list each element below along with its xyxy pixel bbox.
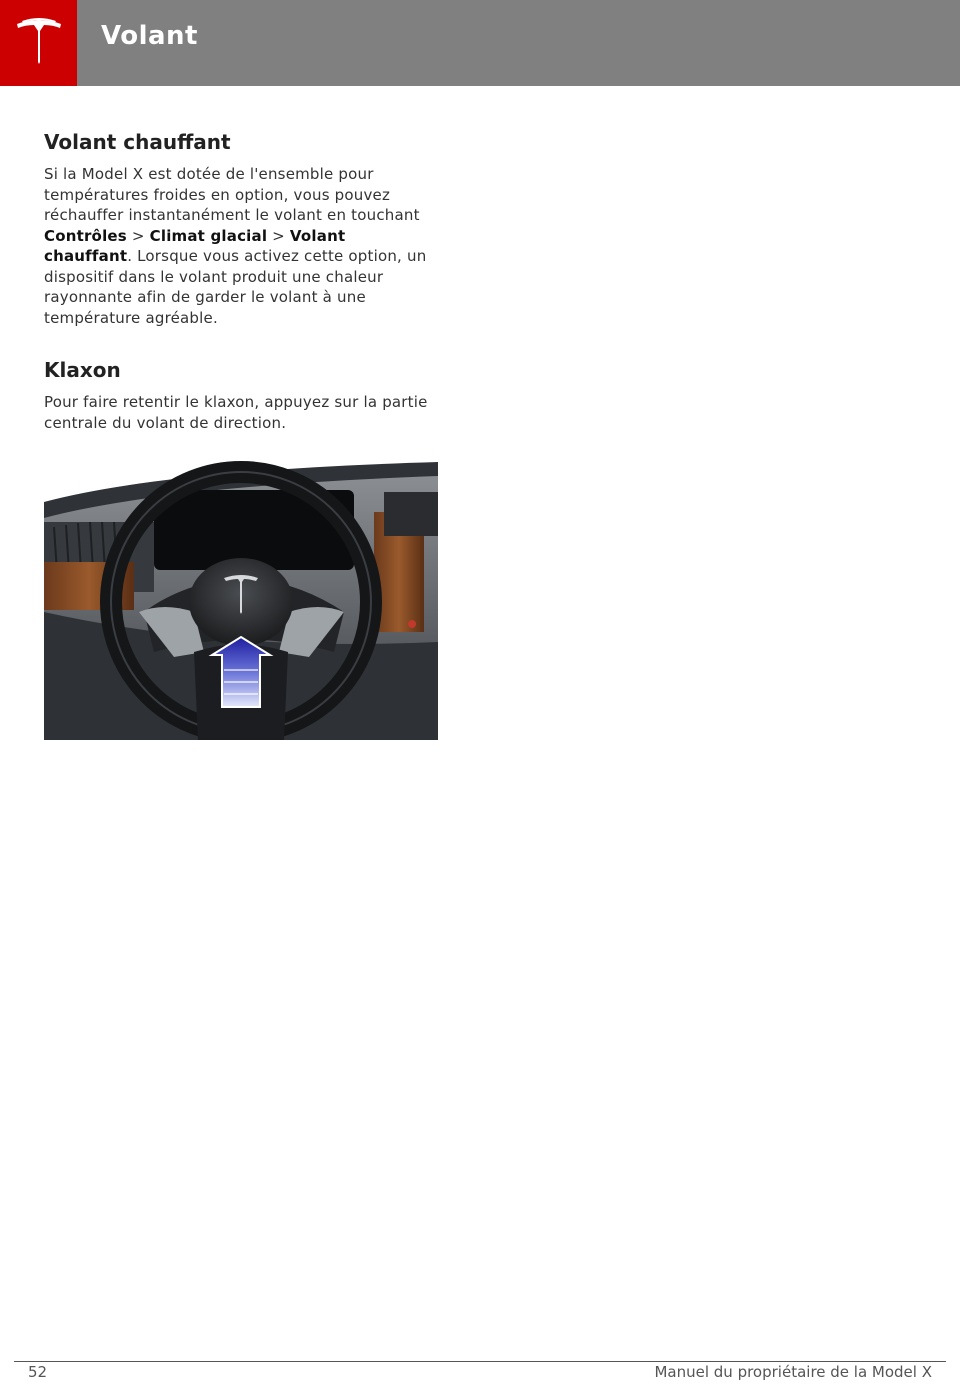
tesla-logo-icon <box>13 16 65 68</box>
steering-wheel-figure <box>44 452 438 740</box>
path-cold-weather: Climat glacial <box>149 226 268 245</box>
section-heading-heated-wheel: Volant chauffant <box>44 130 231 154</box>
path-heated-wheel: Volant chauffant <box>44 226 346 265</box>
path-separator: > <box>126 226 150 245</box>
page-header <box>0 0 960 86</box>
steering-wheel-horn-illustration <box>44 452 438 740</box>
horn-paragraph: Pour faire retentir le klaxon, appuyez sur la partie centrale du volant de direction. <box>44 393 428 432</box>
manual-title: Manuel du propriétaire de la Model X <box>654 1363 932 1381</box>
section-heading-horn: Klaxon <box>44 358 121 382</box>
chapter-title: Volant <box>101 21 198 51</box>
heated-wheel-paragraph <box>44 164 434 328</box>
brand-logo-box <box>0 0 77 86</box>
heated-wheel-outro: . Lorsque vous activez cette option, un dispositif dans le volant produit une chaleur rayonnante afin de garder le volant à une température agréable. <box>44 247 427 327</box>
page-number: 52 <box>28 1363 48 1381</box>
path-separator: > <box>267 226 290 245</box>
heated-wheel-intro: Si la Model X est dotée de l'ensemble pour températures froides en option, vous pouvez réchauffer instantanément le volant en touchant <box>44 165 420 224</box>
path-controls: Contrôles <box>44 226 127 245</box>
footer-divider <box>14 1361 946 1362</box>
main-content <box>44 130 434 433</box>
